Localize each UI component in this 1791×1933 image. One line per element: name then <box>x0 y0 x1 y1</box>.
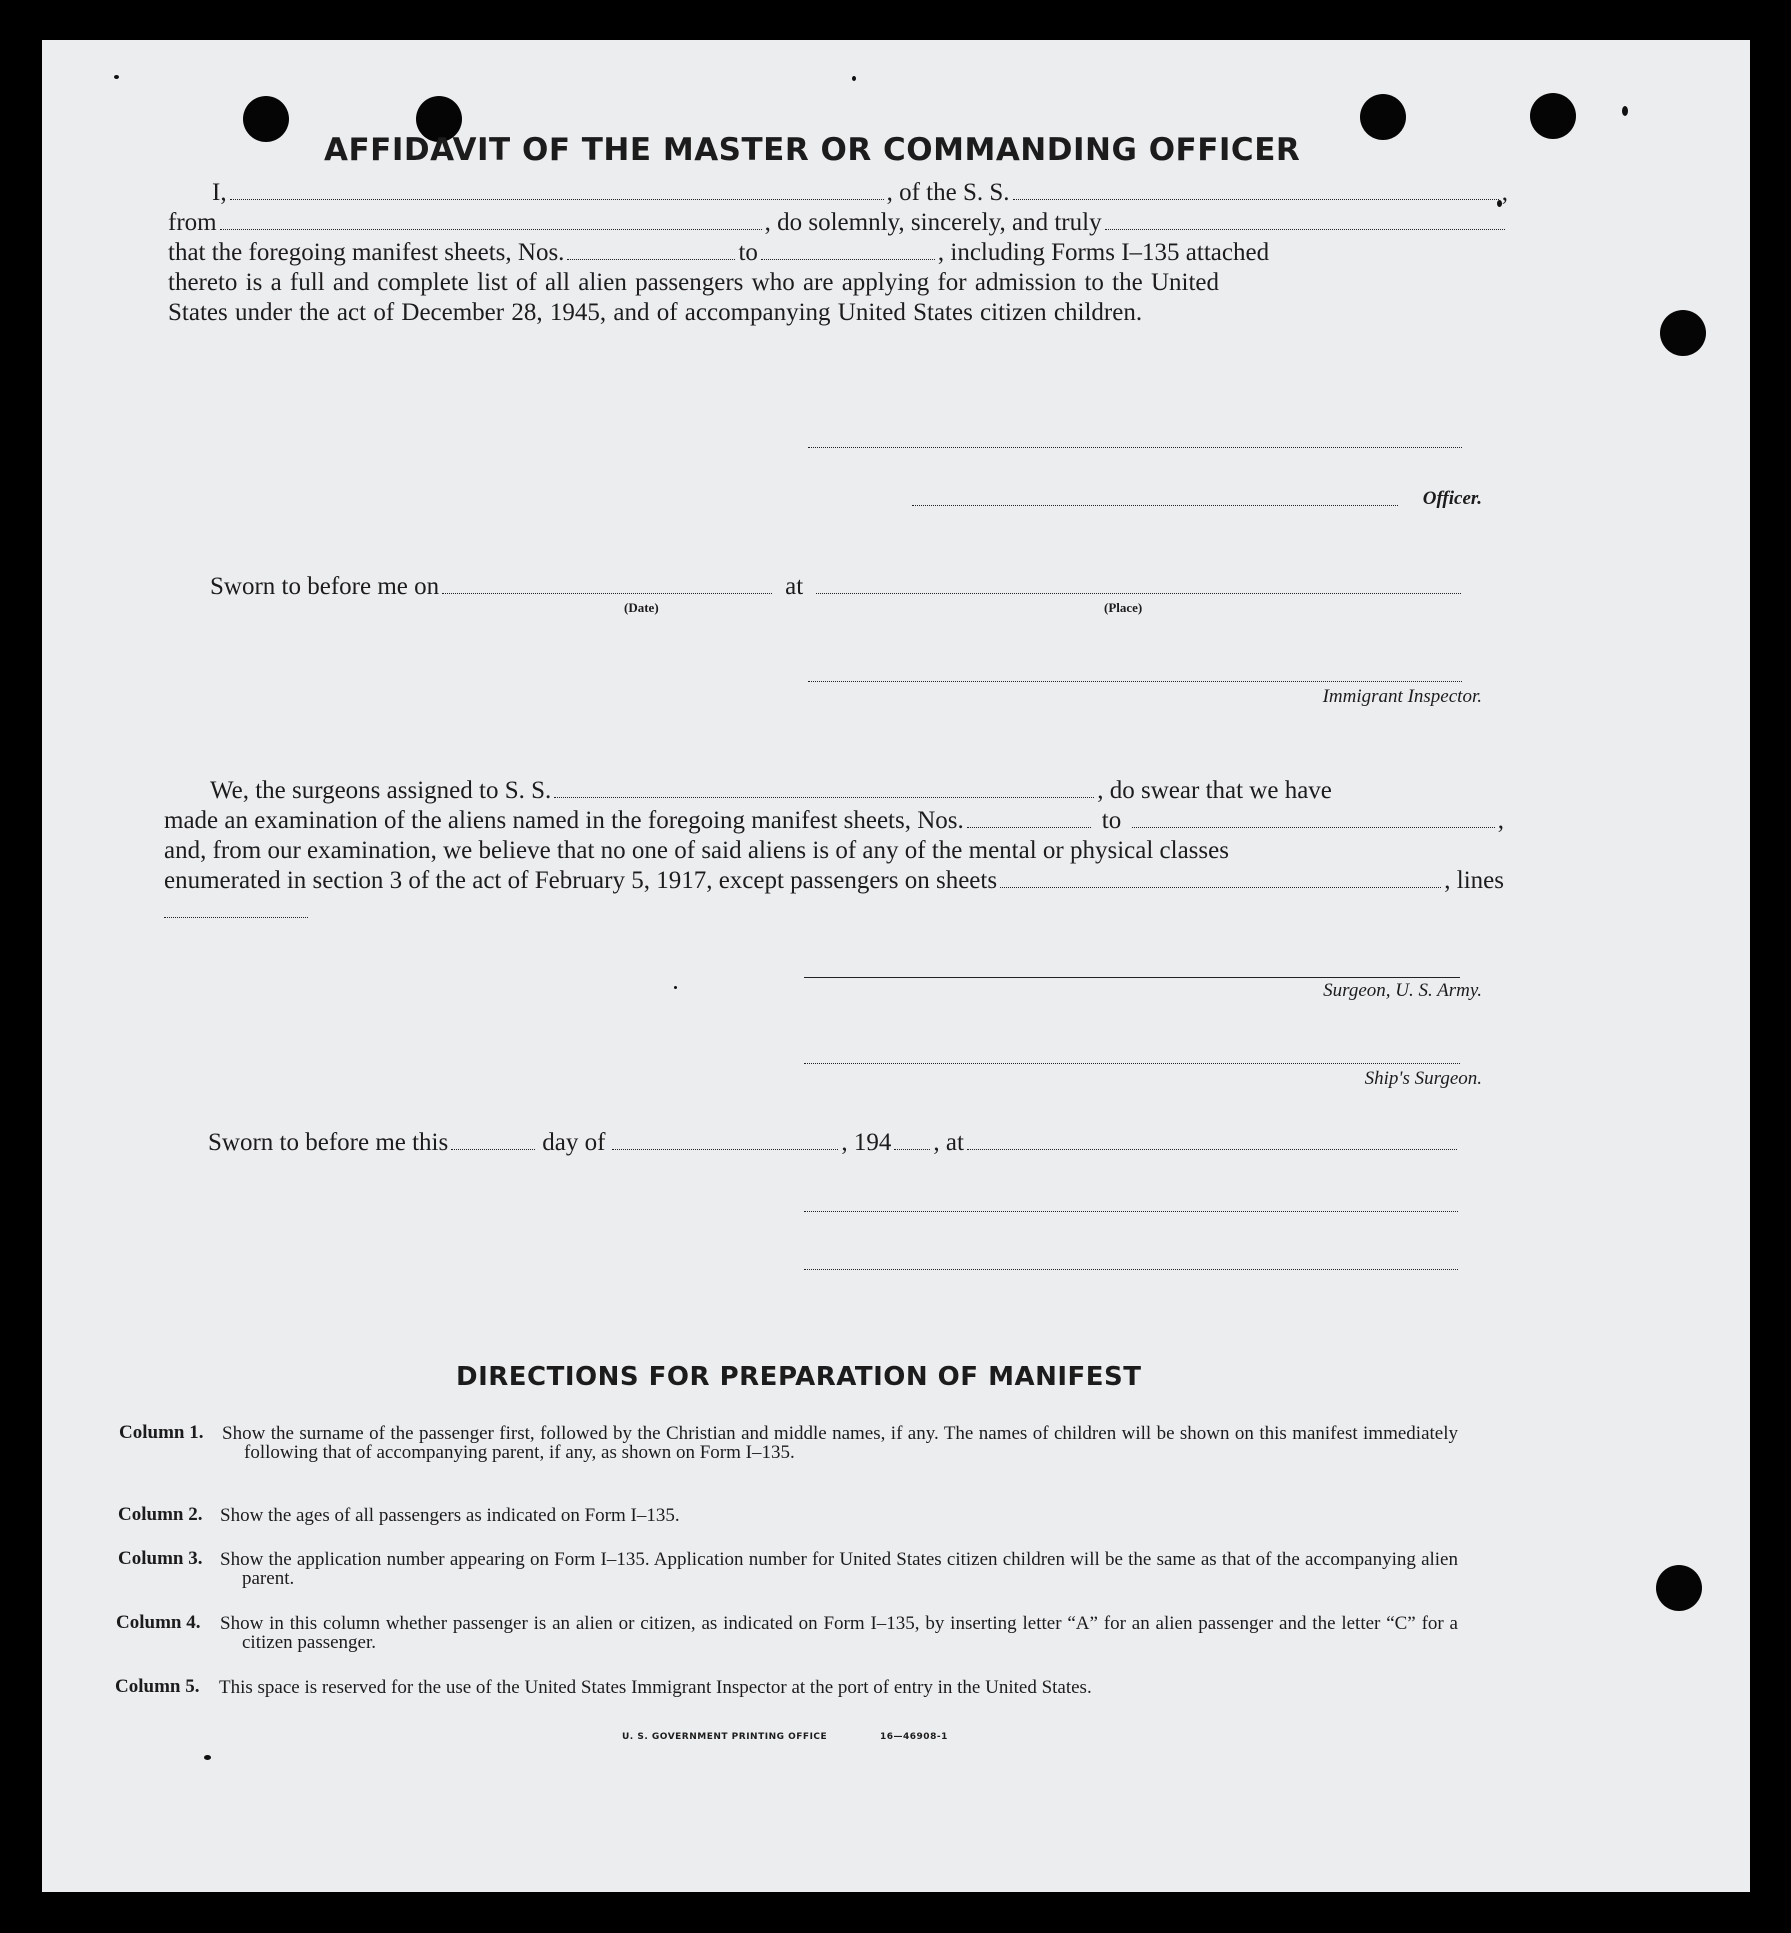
punch-hole <box>1656 1565 1702 1611</box>
sheet-to-blank[interactable] <box>761 258 935 260</box>
sworn-month-blank[interactable] <box>612 1148 838 1150</box>
speck <box>674 986 677 989</box>
affidavit-text: , <box>1501 179 1508 206</box>
document-page <box>42 40 1750 1892</box>
printing-office-imprint: U. S. GOVERNMENT PRINTING OFFICE <box>622 1732 828 1742</box>
except-sheets-blank[interactable] <box>1000 886 1441 888</box>
affidavit-text: , of the S. S. <box>886 179 1010 206</box>
affidavit-text: thereto is a full and complete list of all alien passengers who are applying for admission to the United <box>168 269 1220 296</box>
ship-surgeon-caption: Ship's Surgeon. <box>1364 1068 1482 1089</box>
army-surgeon-signature-line[interactable] <box>804 976 1460 978</box>
inspector-caption: Immigrant Inspector. <box>1322 686 1482 707</box>
sworn-line-1 <box>210 572 1464 602</box>
except-lines-blank[interactable] <box>164 916 308 918</box>
direction-label: Column 4. <box>116 1612 201 1633</box>
sworn-date-blank[interactable] <box>442 592 772 594</box>
sworn-place-blank[interactable] <box>816 592 1461 594</box>
form-code: 16—46908-1 <box>880 1732 948 1742</box>
surgeons-ship-blank[interactable] <box>554 796 1094 798</box>
surgeons-sheet-to-blank[interactable] <box>1132 826 1495 828</box>
direction-text: Show the surname of the passenger first, followed by the Christian and middle names, if any. The names of children will be shown on this manifest immediately following that of accompanying parent, if any, as shown on Form I–135. <box>222 1423 1458 1463</box>
direction-text: Show the ages of all passengers as indicated on Form I–135. <box>220 1505 680 1526</box>
surgeons-text: and, from our examination, we believe that no one of said aliens is of any of the mental or physical classes <box>164 837 1229 864</box>
speck <box>114 75 119 79</box>
name-blank[interactable] <box>230 198 884 200</box>
affidavit-text: to <box>738 239 758 266</box>
direction-text: This space is reserved for the use of the United States Immigrant Inspector at the port of entry in the United States. <box>219 1677 1092 1698</box>
affidavit-text: I, <box>212 179 227 206</box>
surgeons-sheet-from-blank[interactable] <box>967 826 1091 828</box>
ship-name-blank[interactable] <box>1013 198 1499 200</box>
affidavit-text: from <box>168 209 217 236</box>
ship-surgeon-signature-line[interactable] <box>804 1062 1460 1064</box>
sworn-text: , at <box>933 1129 964 1156</box>
surgeons-text: made an examination of the aliens named in the foregoing manifest sheets, Nos. <box>164 807 964 834</box>
inspector-title-line-2[interactable] <box>804 1268 1458 1270</box>
master-signature-line[interactable] <box>808 446 1462 448</box>
sworn-year-blank[interactable] <box>894 1148 930 1150</box>
surgeons-text: We, the surgeons assigned to S. S. <box>210 777 552 804</box>
speck <box>1622 106 1628 116</box>
officer-title-line[interactable] <box>912 504 1398 506</box>
punch-hole <box>1530 93 1576 139</box>
affidavit-text: , do solemnly, sincerely, and truly <box>764 209 1102 236</box>
affidavit-line-2 <box>168 208 1508 238</box>
surgeons-text: , do swear that we have <box>1097 777 1332 804</box>
officer-caption: Officer. <box>1422 488 1482 509</box>
surgeons-text: enumerated in section 3 of the act of February 5, 1917, except passengers on sheets <box>164 867 998 894</box>
direction-label: Column 5. <box>115 1676 200 1697</box>
sheet-from-blank[interactable] <box>567 258 735 260</box>
punch-hole <box>243 96 289 142</box>
punch-hole <box>1660 310 1706 356</box>
speck <box>852 76 856 81</box>
speck <box>204 1755 211 1760</box>
place-caption: (Place) <box>1104 600 1143 615</box>
surgeons-line-1 <box>164 776 1504 806</box>
sworn-text: at <box>785 573 804 600</box>
sworn-text: Sworn to before me on <box>210 573 440 600</box>
sworn-text: day of <box>542 1129 606 1156</box>
affidavit-text: , including Forms I–135 attached <box>937 239 1270 266</box>
surgeons-text: , lines <box>1444 867 1504 894</box>
affidavit-line-3 <box>168 238 1508 268</box>
army-surgeon-caption: Surgeon, U. S. Army. <box>1323 980 1482 1001</box>
surgeons-text: to <box>1101 807 1122 834</box>
surgeons-line-3 <box>164 836 1504 866</box>
sworn-place-2-blank[interactable] <box>967 1148 1457 1150</box>
affidavit-line-5 <box>168 298 1508 328</box>
direction-text: Show the application number appearing on Form I–135. Application number for United States citizen children will be the same as that of the accompanying alien parent. <box>220 1549 1458 1589</box>
surgeons-line-4 <box>164 866 1504 896</box>
date-caption: (Date) <box>624 600 659 615</box>
punch-hole <box>1360 94 1406 140</box>
sworn-text: , 194 <box>841 1129 892 1156</box>
sworn-line-2 <box>208 1128 1460 1158</box>
directions-title: DIRECTIONS FOR PREPARATION OF MANIFEST <box>456 1362 1142 1392</box>
affidavit-text: States under the act of December 28, 1945, and of accompanying United States citizen children. <box>168 299 1143 326</box>
sworn-day-blank[interactable] <box>451 1148 535 1150</box>
inspector-signature-line-2[interactable] <box>804 1210 1458 1212</box>
affidavit-text: that the foregoing manifest sheets, Nos. <box>168 239 565 266</box>
page-title: AFFIDAVIT OF THE MASTER OR COMMANDING OFFICER <box>324 132 1301 168</box>
port-blank[interactable] <box>220 228 762 230</box>
direction-text: Show in this column whether passenger is an alien or citizen, as indicated on Form I–135, by inserting letter “A” for an alien passenger and the letter “C” for a citizen passenger. <box>220 1613 1458 1653</box>
surgeons-text: , <box>1497 807 1504 834</box>
inspector-signature-line[interactable] <box>808 680 1462 682</box>
direction-label: Column 1. <box>119 1422 204 1443</box>
affidavit-line-1 <box>168 178 1508 208</box>
surgeons-line-2 <box>164 806 1504 836</box>
affidavit-line-4 <box>168 268 1508 298</box>
direction-label: Column 3. <box>118 1548 203 1569</box>
direction-label: Column 2. <box>118 1504 203 1525</box>
sworn-text: Sworn to before me this <box>208 1129 449 1156</box>
oath-blank[interactable] <box>1105 228 1505 230</box>
